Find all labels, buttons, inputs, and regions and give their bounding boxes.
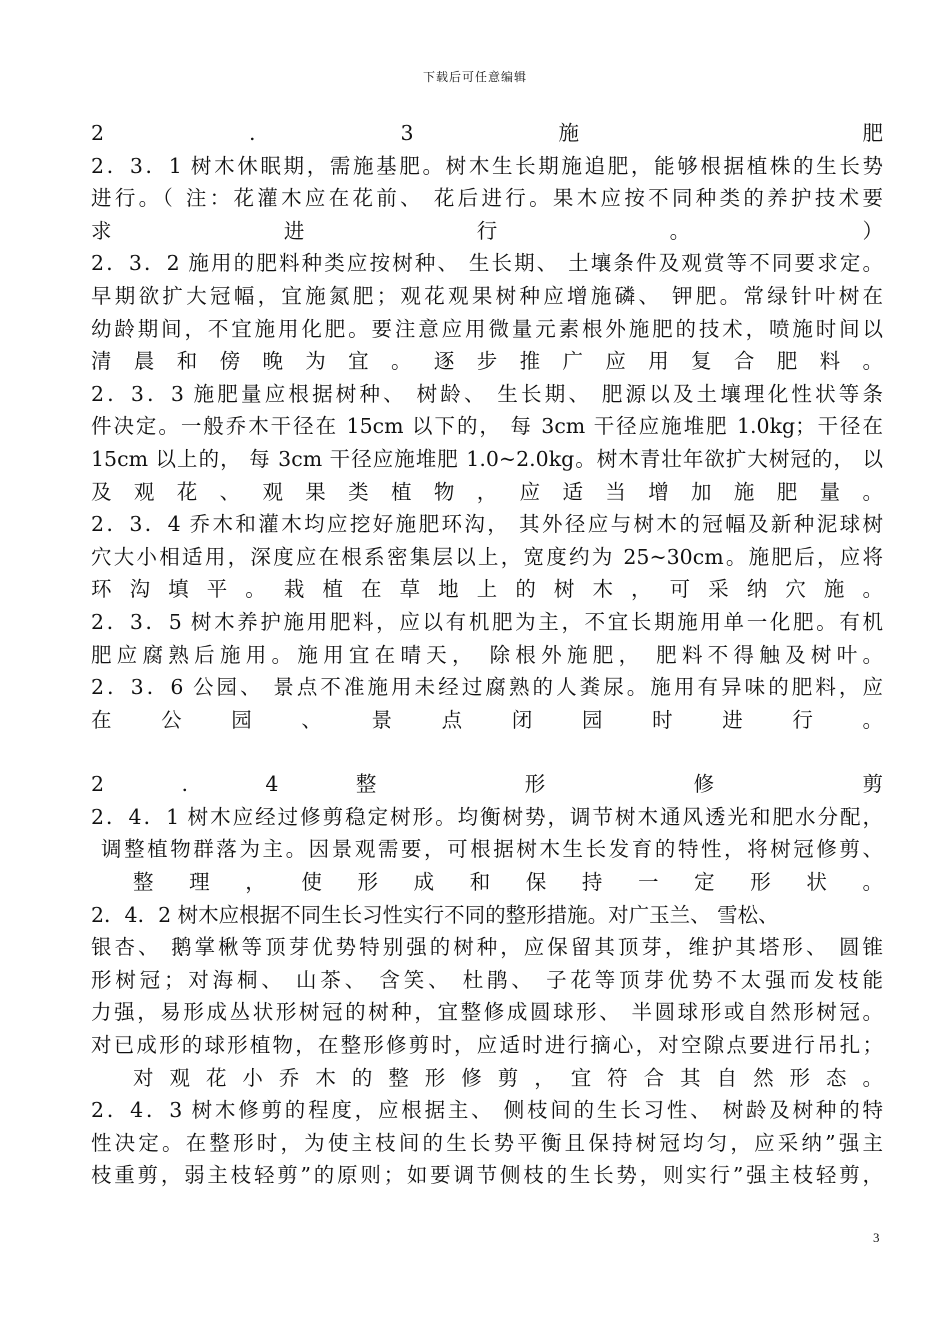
document-body xyxy=(91,117,883,1192)
page-number: 3 xyxy=(873,1230,880,1245)
section-fertilization xyxy=(91,117,883,736)
text-line: 2．4．2 树木应根据不同生长习性实行不同的整形措施。对广玉兰、 雪松、 xyxy=(91,902,779,927)
text-line: 幼龄期间，不宜施用化肥。要注意应用微量元素根外施肥的技术，喷施时间以 xyxy=(91,316,883,341)
text-line: 力强，易形成丛状形树冠的树种，宜整修成圆球形、 半圆球形或自然形树冠。 xyxy=(91,1000,883,1025)
text-line: 形树冠；对海桐、 山茶、 含笑、 杜鹃、 子花等顶芽优势不太强而发枝能 xyxy=(91,967,883,992)
text-line: 2．4．1 树木应经过修剪稳定树形。均衡树势，调节树木通风透光和肥水分配， xyxy=(91,804,883,829)
text-line: 2 . 4 整 形 修 剪 xyxy=(91,772,883,797)
text-line: 枝重剪，弱主枝轻剪”的原则；如要调节侧枝的生长势，则实行”强主枝轻剪， xyxy=(91,1163,883,1188)
text-line: 2．3．3 施肥量应根据树种、 树龄、 生长期、 肥源以及土壤理化性状等条 xyxy=(91,381,883,406)
text-line: 环 沟 填 平 。 栽 植 在 草 地 上 的 树 木 ， 可 采 纳 穴 施 。 xyxy=(91,577,883,602)
text-line: 整 理 ， 使 形 成 和 保 持 一 定 形 状 。 xyxy=(133,870,883,895)
text-line: 件决定。一般乔木干径在 15cm 以下的， 每 3cm 干径应施堆肥 1.0kg；干径在 xyxy=(91,414,883,439)
text-line: 银杏、 鹅掌楸等顶芽优势特别强的树种，应保留其顶芽，维护其塔形、 圆锥 xyxy=(91,935,883,960)
text-line: 对已成形的球形植物，在整形修剪时，应适时进行摘心，对空隙点要进行吊扎； xyxy=(91,1033,883,1058)
text-line: 求 进 行 。 ） xyxy=(91,218,883,243)
text-line: 及 观 花 、 观 果 类 植 物 ， 应 适 当 增 加 施 肥 量 。 xyxy=(91,479,883,504)
text-line: 肥应腐熟后施用。施用宜在晴天， 除根外施肥， 肥料不得触及树叶。 xyxy=(91,642,883,667)
text-line: 2 . 3 施 肥 xyxy=(91,121,883,145)
text-line: 进行。（ 注：花灌木应在花前、 花后进行。果木应按不同种类的养护技术要 xyxy=(91,186,883,211)
text-line: 性决定。在整形时，为使主枝间的生长势平衡且保持树冠均匀，应采纳”强主 xyxy=(91,1130,883,1155)
text-line: 对 观 花 小 乔 木 的 整 形 修 剪 ， 宜 符 合 其 自 然 形 态 。 xyxy=(133,1065,883,1090)
text-line: 2．3．6 公园、 景点不准施用未经过腐熟的人粪尿。施用有异味的肥料，应 xyxy=(91,675,883,700)
text-line: 穴大小相适用，深度应在根系密集层以上，宽度约为 25~30cm。施肥后，应将 xyxy=(91,544,883,569)
text-line: 早期欲扩大冠幅，宜施氮肥；观花观果树种应增施磷、 钾肥。常绿针叶树在 xyxy=(91,283,883,308)
text-line: 清 晨 和 傍 晚 为 宜 。 逐 步 推 广 应 用 复 合 肥 料 。 xyxy=(91,349,883,374)
section-gap xyxy=(91,736,883,768)
text-line: 2．3．1 树木休眠期，需施基肥。树木生长期施追肥，能够根据植株的生长势 xyxy=(91,153,883,178)
text-line: 在 公 园 、 景 点 闭 园 时 进 行 。 xyxy=(91,707,883,732)
text-line: 2．3．5 树木养护施用肥料，应以有机肥为主，不宜长期施用单一化肥。有机 xyxy=(91,609,883,634)
text-line: 调整植物群落为主。因景观需要，可根据树木生长发育的特性，将树冠修剪、 xyxy=(101,837,883,862)
text-line: 2．4．3 树木修剪的程度，应根据主、 侧枝间的生长习性、 树龄及树种的特 xyxy=(91,1098,883,1123)
section-pruning xyxy=(91,768,883,1192)
text-line: 2．3．2 施用的肥料种类应按树种、 生长期、 土壤条件及观赏等不同要求定。 xyxy=(91,251,883,276)
text-line: 2．3．4 乔木和灌木均应挖好施肥环沟， 其外径应与树木的冠幅及新种泥球树 xyxy=(91,512,883,537)
text-line: 15cm 以上的， 每 3cm 干径应施堆肥 1.0~2.0kg。树木青壮年欲扩大树冠的， 以 xyxy=(91,446,883,471)
page-header: 下载后可任意编辑 xyxy=(422,70,527,84)
